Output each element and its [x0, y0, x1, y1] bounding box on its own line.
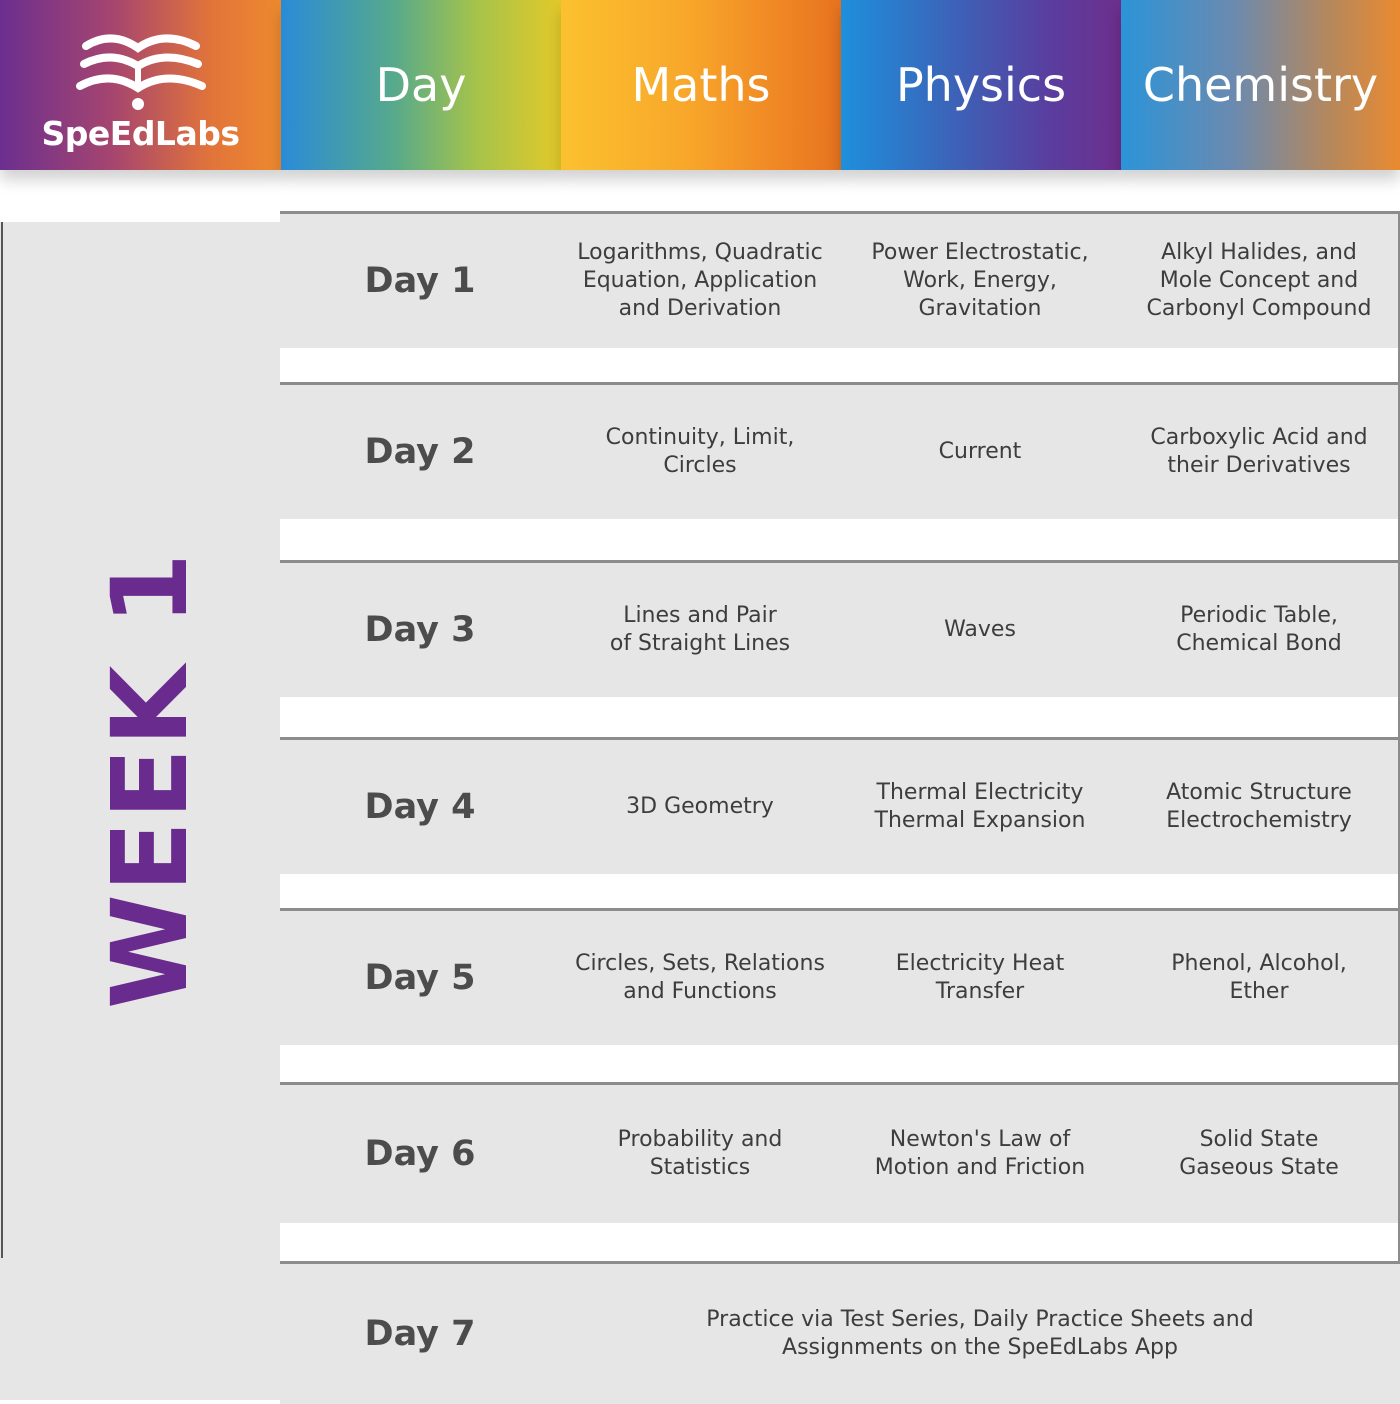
maths-cell — [560, 740, 842, 908]
topic-line: Electrochemistry — [1166, 808, 1352, 833]
brand-header-cell — [0, 0, 281, 170]
day-cell — [280, 385, 562, 560]
day-label: Day 2 — [364, 432, 476, 472]
day-label: Day 3 — [364, 610, 476, 650]
physics-cell — [840, 214, 1122, 384]
topic-line: Motion and Friction — [874, 1155, 1086, 1180]
day-label: Day 4 — [364, 787, 476, 827]
maths-cell — [560, 214, 842, 384]
topic-line: of Straight Lines — [609, 631, 791, 656]
chemistry-cell — [1120, 911, 1400, 1082]
maths-topic — [620, 793, 780, 821]
chemistry-topic — [1144, 424, 1373, 480]
day-label: Day 6 — [364, 1134, 476, 1174]
table-row — [280, 1082, 1400, 1261]
physics-topic — [869, 1126, 1091, 1182]
topic-line: Chemical Bond — [1176, 631, 1342, 656]
chemistry-cell — [1120, 1085, 1400, 1261]
day-cell — [280, 911, 562, 1082]
maths-topic — [569, 950, 831, 1006]
topic-line: Current — [938, 439, 1022, 464]
header-maths: Maths — [561, 0, 841, 170]
day-label: Day 5 — [364, 958, 476, 998]
week-label: WEEK 1 — [89, 551, 211, 1009]
maths-cell — [560, 385, 842, 560]
topic-line: Assignments on the SpeEdLabs App — [782, 1335, 1178, 1360]
topic-line: Statistics — [649, 1155, 751, 1180]
chemistry-cell — [1120, 563, 1400, 737]
table-row — [280, 737, 1400, 908]
maths-topic — [571, 239, 828, 323]
practice-text — [700, 1306, 1259, 1362]
topic-line: Atomic Structure — [1166, 780, 1352, 805]
maths-cell — [560, 911, 842, 1082]
physics-topic — [869, 779, 1092, 835]
topic-line: Circles — [663, 453, 737, 478]
topic-line: Gaseous State — [1179, 1155, 1339, 1180]
chemistry-cell — [1120, 385, 1400, 560]
day-cell — [280, 1264, 562, 1404]
day-cell — [280, 214, 562, 384]
open-book-icon — [76, 24, 206, 112]
day-cell — [280, 1085, 562, 1261]
day-cell — [280, 563, 562, 737]
topic-line: 3D Geometry — [626, 794, 774, 819]
maths-cell — [560, 1085, 842, 1261]
topic-line: Electricity Heat — [895, 951, 1065, 976]
physics-cell — [840, 563, 1122, 737]
topic-line: Carboxylic Acid and — [1150, 425, 1368, 450]
physics-topic — [938, 616, 1022, 644]
table-row — [280, 560, 1400, 737]
day-cell — [280, 740, 562, 908]
physics-cell — [840, 911, 1122, 1082]
chemistry-topic — [1170, 602, 1348, 658]
chemistry-topic — [1160, 779, 1358, 835]
topic-line: Circles, Sets, Relations — [575, 951, 825, 976]
maths-cell — [560, 563, 842, 737]
chemistry-cell — [1120, 214, 1400, 384]
topic-line: Work, Energy, — [903, 268, 1057, 293]
topic-line: Carbonyl Compound — [1146, 296, 1372, 321]
chemistry-topic — [1165, 950, 1352, 1006]
table-row-day7 — [280, 1261, 1400, 1404]
chemistry-cell — [1120, 740, 1400, 908]
topic-line: Equation, Application — [582, 268, 818, 293]
topic-line: Thermal Electricity — [876, 780, 1084, 805]
physics-cell — [840, 1085, 1122, 1261]
day-label: Day 1 — [364, 261, 476, 301]
physics-topic — [933, 438, 1028, 466]
topic-line: Power Electrostatic, — [871, 240, 1089, 265]
physics-topic — [890, 950, 1070, 1006]
topic-line: and Derivation — [618, 296, 782, 321]
table-row — [280, 908, 1400, 1082]
topic-line: their Derivatives — [1167, 453, 1351, 478]
topic-line: Solid State — [1199, 1127, 1319, 1152]
topic-line: Ether — [1229, 979, 1289, 1004]
brand-name: SpeEdLabs — [41, 113, 240, 153]
header-physics: Physics — [841, 0, 1121, 170]
physics-cell — [840, 385, 1122, 560]
maths-topic — [604, 602, 796, 658]
topic-line: Periodic Table, — [1180, 603, 1338, 628]
topic-line: Waves — [944, 617, 1016, 642]
topic-line: Phenol, Alcohol, — [1171, 951, 1347, 976]
topic-line: Transfer — [935, 979, 1025, 1004]
table-row — [280, 211, 1400, 384]
header-day: Day — [281, 0, 561, 170]
header-chemistry: Chemistry — [1121, 0, 1400, 170]
topic-line: Practice via Test Series, Daily Practice Sheets and — [706, 1307, 1254, 1332]
topic-line: Probability and — [617, 1127, 783, 1152]
topic-line: Continuity, Limit, — [605, 425, 795, 450]
topic-line: Mole Concept and — [1159, 268, 1359, 293]
topic-line: Gravitation — [918, 296, 1042, 321]
maths-topic — [600, 424, 801, 480]
topic-line: Newton's Law of — [889, 1127, 1071, 1152]
topic-line: and Functions — [623, 979, 777, 1004]
practice-cell — [560, 1264, 1400, 1404]
topic-line: Logarithms, Quadratic — [577, 240, 823, 265]
day-label: Day 7 — [364, 1314, 476, 1354]
physics-topic — [865, 239, 1094, 323]
topic-line: Thermal Expansion — [874, 808, 1086, 833]
chemistry-topic — [1173, 1126, 1345, 1182]
chemistry-topic — [1141, 239, 1378, 323]
week-divider — [1, 222, 3, 1258]
physics-cell — [840, 740, 1122, 908]
topic-line: Lines and Pair — [623, 603, 777, 628]
topic-line: Alkyl Halides, and — [1161, 240, 1357, 265]
table-row — [280, 382, 1400, 560]
maths-topic — [612, 1126, 789, 1182]
